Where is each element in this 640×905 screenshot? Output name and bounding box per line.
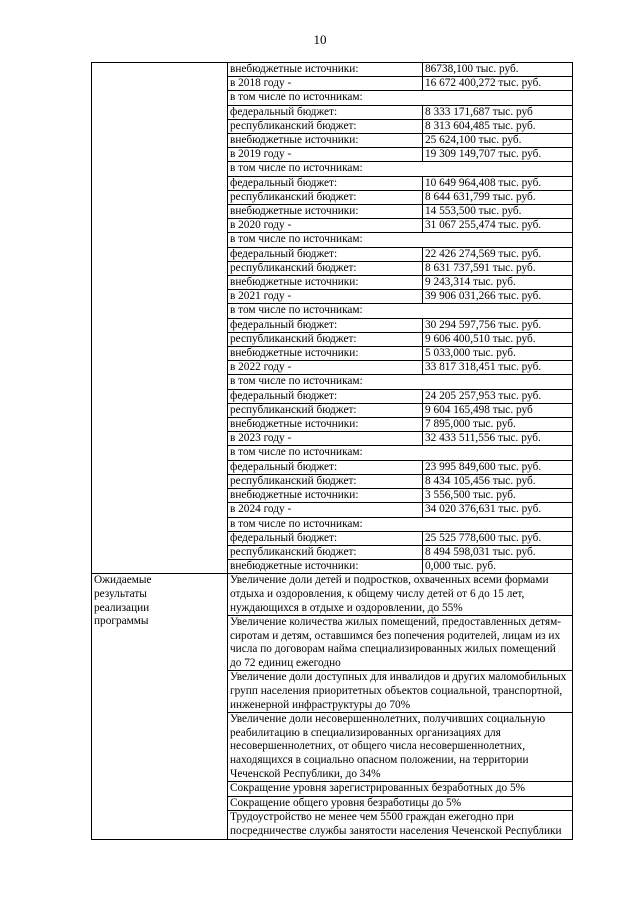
financing-header-cell [92, 63, 228, 574]
financing-label: в том числе по источникам: [228, 91, 573, 105]
financing-amount: 9 243,314 тыс. руб. [423, 276, 573, 290]
financing-label: федеральный бюджет: [228, 460, 423, 474]
financing-label: в 2018 году - [228, 77, 423, 91]
financing-amount: 22 426 274,569 тыс. руб. [423, 247, 573, 261]
financing-label: республиканский бюджет: [228, 474, 423, 488]
financing-amount: 30 294 597,756 тыс. руб. [423, 318, 573, 332]
financing-label: в 2020 году - [228, 219, 423, 233]
financing-label: республиканский бюджет: [228, 403, 423, 417]
financing-amount: 16 672 400,272 тыс. руб. [423, 77, 573, 91]
financing-amount: 10 649 964,408 тыс. руб. [423, 176, 573, 190]
financing-amount: 9 606 400,510 тыс. руб. [423, 332, 573, 346]
financing-amount: 86738,100 тыс. руб. [423, 63, 573, 77]
financing-amount: 8 494 598,031 тыс. руб. [423, 545, 573, 559]
financing-label: республиканский бюджет: [228, 261, 423, 275]
financing-amount: 32 433 511,556 тыс. руб. [423, 432, 573, 446]
financing-label: в том числе по источникам: [228, 517, 573, 531]
financing-amount: 8 644 631,799 тыс. руб. [423, 190, 573, 204]
program-table [91, 62, 573, 840]
financing-row [92, 63, 573, 77]
financing-label: внебюджетные источники: [228, 276, 423, 290]
financing-label: внебюджетные источники: [228, 489, 423, 503]
financing-amount: 8 333 171,687 тыс. руб [423, 105, 573, 119]
financing-amount: 5 033,000 тыс. руб. [423, 347, 573, 361]
financing-label: федеральный бюджет: [228, 105, 423, 119]
financing-amount: 25 624,100 тыс. руб. [423, 134, 573, 148]
financing-label: в том числе по источникам: [228, 162, 573, 176]
financing-label: внебюджетные источники: [228, 63, 423, 77]
financing-label: внебюджетные источники: [228, 134, 423, 148]
financing-label: внебюджетные источники: [228, 205, 423, 219]
financing-label: внебюджетные источники: [228, 560, 423, 574]
expected-result-item: Увеличение доли доступных для инвалидов и других маломобильных групп населения приоритетных объектов социальной, транспортной, инженерной инфраструктуры до 70% [228, 671, 573, 713]
expected-result-item: Трудоустройство не менее чем 5500 граждан ежегодно при посредничестве службы занятости населения Чеченской Республики [228, 811, 573, 839]
expected-result-item: Увеличение доли несовершеннолетних, получивших социальную реабилитацию в специализированных организациях для несовершеннолетних, от общего числа несовершеннолетних, находящихся в социально опасном положении, на территории Чеченской Республики, до 34% [228, 713, 573, 782]
expected-result-item: Увеличение доли детей и подростков, охваченных всеми формами отдыха и оздоровления, к общему числу детей от 6 до 15 лет, нуждающихся в отдыхе и оздоровлении, до 55% [228, 574, 573, 616]
financing-amount: 24 205 257,953 тыс. руб. [423, 389, 573, 403]
financing-amount: 34 020 376,631 тыс. руб. [423, 503, 573, 517]
financing-label: внебюджетные источники: [228, 347, 423, 361]
financing-label: в том числе по источникам: [228, 375, 573, 389]
financing-amount: 39 906 031,266 тыс. руб. [423, 290, 573, 304]
page-number: 10 [313, 32, 327, 47]
expected-result-item: Сокращение общего уровня безработицы до 5% [228, 796, 573, 811]
financing-label: в 2024 году - [228, 503, 423, 517]
financing-label: федеральный бюджет: [228, 531, 423, 545]
financing-label: в том числе по источникам: [228, 446, 573, 460]
financing-label: федеральный бюджет: [228, 318, 423, 332]
financing-amount: 8 631 737,591 тыс. руб. [423, 261, 573, 275]
financing-label: в 2022 году - [228, 361, 423, 375]
financing-amount: 0,000 тыс. руб. [423, 560, 573, 574]
financing-label: в 2019 году - [228, 148, 423, 162]
financing-label: республиканский бюджет: [228, 545, 423, 559]
financing-amount: 3 556,500 тыс. руб. [423, 489, 573, 503]
financing-amount: 33 817 318,451 тыс. руб. [423, 361, 573, 375]
financing-amount: 23 995 849,600 тыс. руб. [423, 460, 573, 474]
financing-label: республиканский бюджет: [228, 190, 423, 204]
financing-amount: 25 525 778,600 тыс. руб. [423, 531, 573, 545]
expected-results-section [92, 574, 573, 839]
expected-result-item: Увеличение количества жилых помещений, предоставленных детям-сиротам и детям, оставшимся без попечения родителей, лицам из их числа по договорам найма специализированных жилых помещений до 72 единиц ежегодно [228, 616, 573, 671]
financing-amount: 31 067 255,474 тыс. руб. [423, 219, 573, 233]
financing-amount: 8 313 604,485 тыс. руб. [423, 119, 573, 133]
financing-label: в 2023 году - [228, 432, 423, 446]
financing-amount: 14 553,500 тыс. руб. [423, 205, 573, 219]
financing-label: федеральный бюджет: [228, 176, 423, 190]
financing-label: в 2021 году - [228, 290, 423, 304]
financing-amount: 7 895,000 тыс. руб. [423, 418, 573, 432]
financing-label: республиканский бюджет: [228, 332, 423, 346]
expected-results-heading: Ожидаемые результаты реализации программы [92, 574, 228, 839]
financing-label: в том числе по источникам: [228, 304, 573, 318]
result-row [92, 574, 573, 616]
financing-amount: 8 434 105,456 тыс. руб. [423, 474, 573, 488]
financing-section [92, 63, 573, 574]
financing-label: в том числе по источникам: [228, 233, 573, 247]
financing-amount: 19 309 149,707 тыс. руб. [423, 148, 573, 162]
financing-label: внебюджетные источники: [228, 418, 423, 432]
financing-amount: 9 604 165,498 тыс. руб [423, 403, 573, 417]
expected-result-item: Сокращение уровня зарегистрированных безработных до 5% [228, 782, 573, 797]
financing-label: федеральный бюджет: [228, 389, 423, 403]
financing-label: федеральный бюджет: [228, 247, 423, 261]
financing-label: республиканский бюджет: [228, 119, 423, 133]
